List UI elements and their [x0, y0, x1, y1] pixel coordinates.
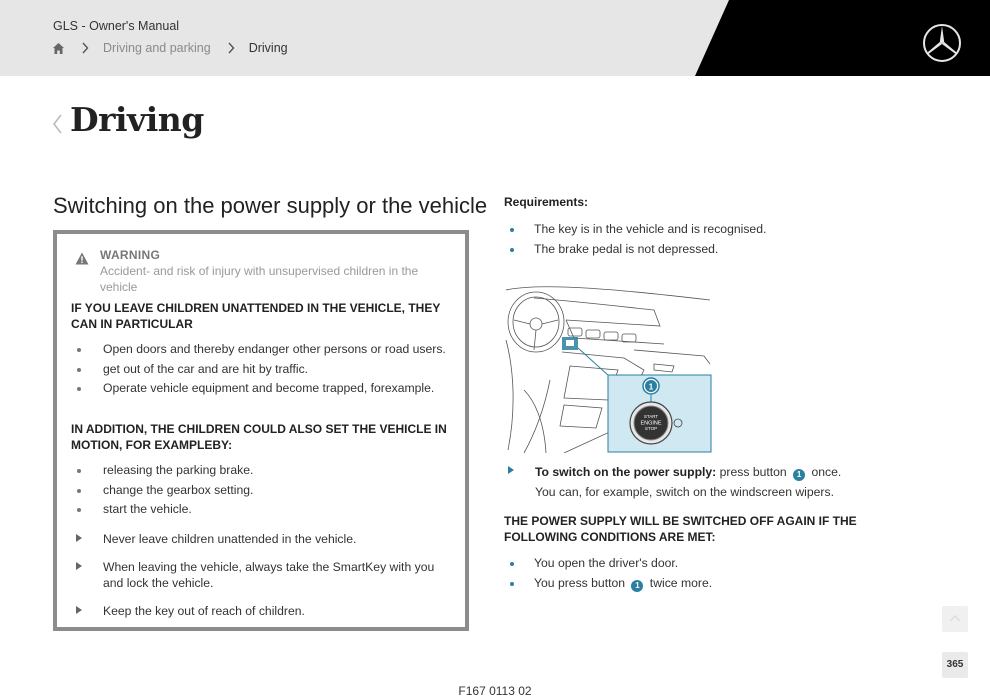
- warning-bullet-list: [71, 461, 461, 520]
- warning-subtitle: Accident- and risk of injury with unsupervised children in the vehicle: [100, 264, 419, 294]
- requirements-list: [504, 220, 924, 259]
- action-item: [71, 603, 451, 619]
- manual-title: GLS - Owner's Manual: [53, 19, 180, 33]
- breadcrumb: [52, 41, 288, 55]
- brand-panel: [0, 0, 990, 76]
- triangle-right-icon: [76, 534, 82, 542]
- warning-heading: IN ADDITION, THE CHILDREN COULD ALSO SET THE VEHICLE IN MOTION, FOR EXAMPLEBY:: [71, 422, 447, 452]
- list-item: change the gearbox setting.: [71, 481, 461, 501]
- instruction-lead: To switch on the power supply:: [535, 465, 717, 479]
- home-icon[interactable]: [52, 42, 65, 55]
- conditions-list: [504, 554, 924, 593]
- warning-bullet-list: [71, 340, 461, 399]
- chevron-right-icon: [227, 42, 235, 54]
- action-item: [71, 559, 451, 591]
- chevron-up-icon: [942, 606, 968, 632]
- page-number-badge[interactable]: 365: [942, 652, 968, 678]
- breadcrumb-current: Driving: [248, 41, 288, 55]
- button-label-start: START: [643, 414, 659, 419]
- warning-triangle-icon: [75, 252, 89, 265]
- list-item: The key is in the vehicle and is recognised.: [504, 220, 924, 240]
- instruction-followup: You can, for example, switch on the windscreen wipers.: [535, 485, 834, 499]
- action-item: [71, 531, 451, 547]
- triangle-right-icon: [508, 466, 514, 474]
- callout-number: 1: [648, 382, 654, 392]
- warning-label: WARNING: [100, 248, 161, 262]
- list-item: releasing the parking brake.: [71, 461, 461, 481]
- section-title: Switching on the power supply or the vehicle: [53, 193, 488, 218]
- warning-box: [53, 230, 469, 631]
- requirements-label: Requirements:: [504, 195, 589, 209]
- button-number-badge: 1: [793, 469, 805, 481]
- scroll-to-top-button[interactable]: [942, 606, 968, 632]
- button-number-badge: 1: [631, 580, 643, 592]
- condition-text: twice more.: [646, 575, 713, 590]
- list-item: Operate vehicle equipment and become trapped, forexample.: [71, 379, 461, 399]
- page-title: Driving: [70, 100, 204, 139]
- button-label-stop: STOP: [644, 426, 658, 431]
- instruction-text: press button: [716, 465, 791, 479]
- instruction-text: once.: [808, 465, 842, 479]
- action-text: Never leave children unattended in the vehicle.: [103, 532, 357, 546]
- list-item: The brake pedal is not depressed.: [504, 240, 924, 260]
- figure-code: F167 0113 02: [458, 684, 532, 698]
- condition-text: You press button: [534, 575, 629, 590]
- chevron-left-icon[interactable]: [50, 113, 64, 135]
- list-item: [504, 574, 924, 594]
- instruction-step: [504, 462, 924, 502]
- action-list: [71, 531, 451, 619]
- conditions-heading: THE POWER SUPPLY WILL BE SWITCHED OFF AGAIN IF THE FOLLOWING CONDITIONS ARE MET:: [504, 514, 857, 544]
- breadcrumb-link-driving-and-parking[interactable]: Driving and parking: [103, 41, 211, 55]
- action-text: When leaving the vehicle, always take the SmartKey with you and lock the vehicle.: [103, 560, 435, 590]
- mercedes-star-logo[interactable]: [922, 23, 962, 63]
- button-label-engine: ENGINE: [640, 420, 662, 427]
- action-text: Keep the key out of reach of children.: [103, 604, 305, 618]
- triangle-right-icon: [76, 606, 82, 614]
- chevron-right-icon: [81, 42, 89, 54]
- list-item: get out of the car and are hit by traffic.: [71, 360, 461, 380]
- warning-heading: IF YOU LEAVE CHILDREN UNATTENDED IN THE VEHICLE, THEY CAN IN PARTICULAR: [71, 301, 441, 331]
- list-item: start the vehicle.: [71, 500, 461, 520]
- header-bar: [0, 0, 990, 76]
- list-item: You open the driver's door.: [504, 554, 924, 574]
- triangle-right-icon: [76, 562, 82, 570]
- cockpit-illustration: [504, 280, 712, 453]
- list-item: Open doors and thereby endanger other persons or road users.: [71, 340, 461, 360]
